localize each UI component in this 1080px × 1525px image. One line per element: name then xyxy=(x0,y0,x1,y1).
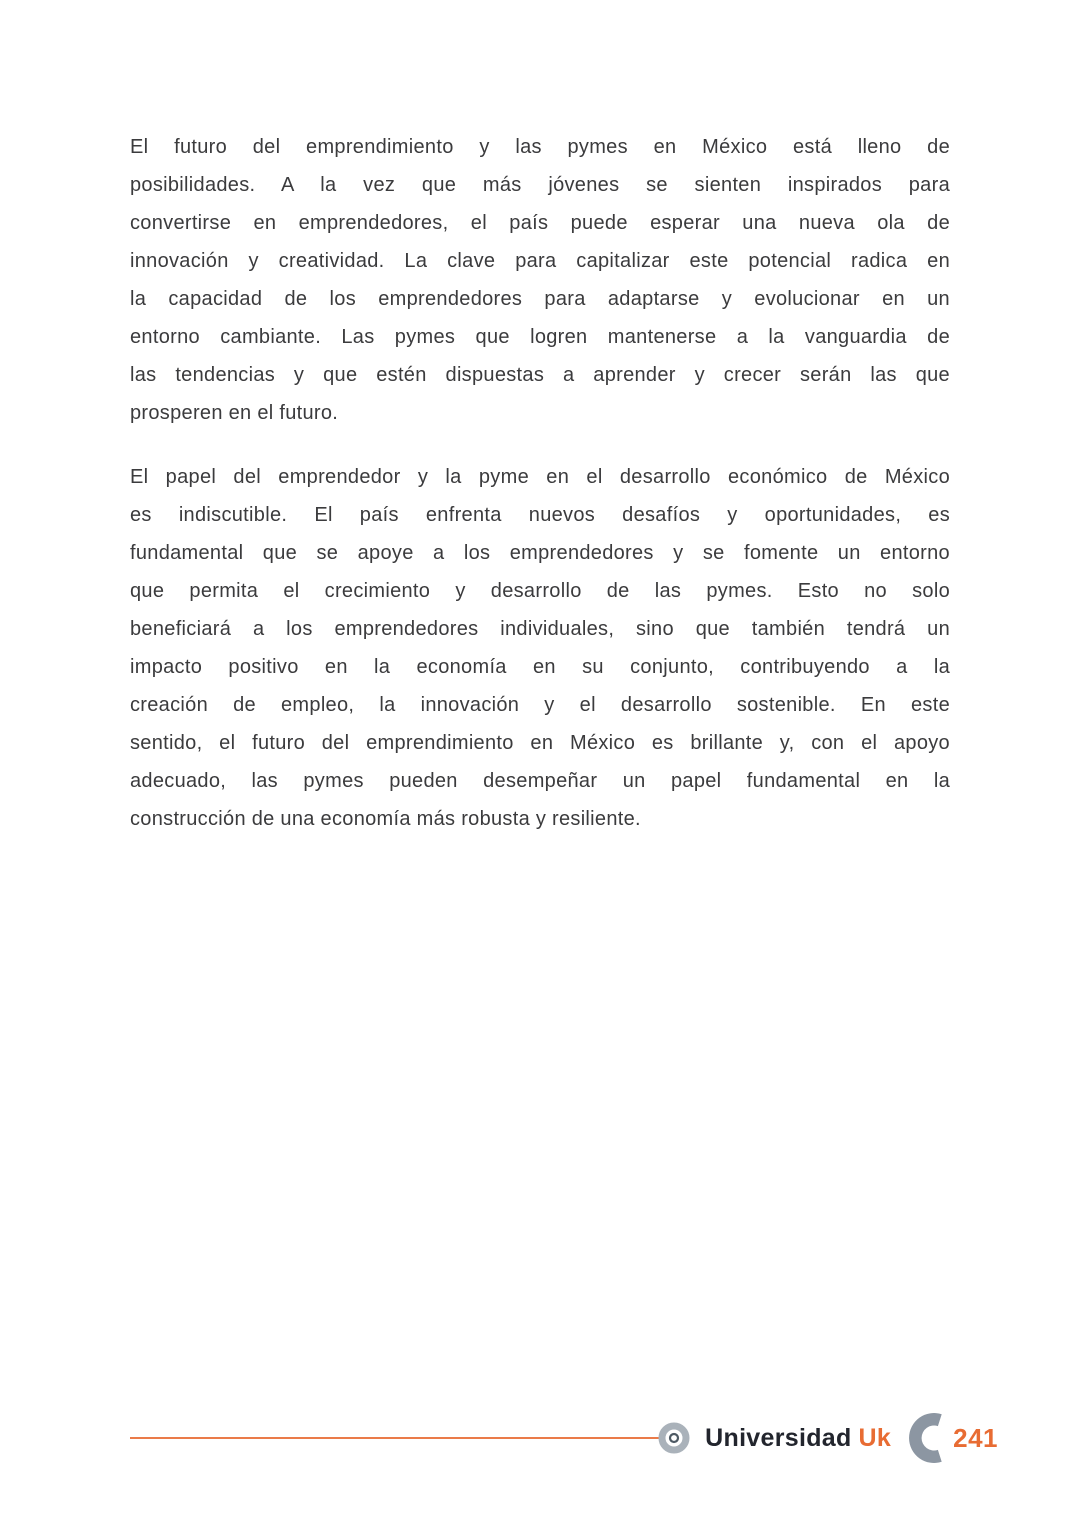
text-line: posibilidades. A la vez que más jóvenes se sienten inspirados para xyxy=(130,174,950,196)
text-line: las tendencias y que estén dispuestas a aprender y crecer serán las que xyxy=(130,364,950,386)
page-number: 241 xyxy=(953,1422,998,1453)
footer-rule xyxy=(130,1437,659,1439)
text-line: creación de empleo, la innovación y el desarrollo sostenible. En este xyxy=(130,694,950,716)
text-line: que permita el crecimiento y desarrollo de las pymes. Esto no solo xyxy=(130,580,950,602)
brand-logo xyxy=(705,1424,891,1453)
text-line: innovación y creatividad. La clave para capitalizar este potencial radica en xyxy=(130,250,950,272)
crescent-icon xyxy=(908,1411,944,1465)
text-line: es indiscutible. El país enfrenta nuevos desafíos y oportunidades, es xyxy=(130,504,950,526)
text-line: El futuro del emprendimiento y las pymes en México está lleno de xyxy=(130,136,950,158)
text-line: construcción de una economía más robusta y resiliente. xyxy=(130,808,641,830)
target-icon xyxy=(658,1422,690,1454)
text-line: prosperen en el futuro. xyxy=(130,402,339,424)
text-line: entorno cambiante. Las pymes que logren mantenerse a la vanguardia de xyxy=(130,326,950,348)
text-line: fundamental que se apoye a los emprendedores y se fomente un entorno xyxy=(130,542,950,564)
brand-suffix: Uk xyxy=(858,1423,892,1452)
text-line: El papel del emprendedor y la pyme en el desarrollo económico de México xyxy=(130,466,950,488)
text-line: convertirse en emprendedores, el país puede esperar una nueva ola de xyxy=(130,212,950,234)
paragraph xyxy=(130,128,950,432)
brand-name: Universidad xyxy=(705,1423,852,1452)
text-line: impacto positivo en la economía en su conjunto, contribuyendo a la xyxy=(130,656,950,678)
text-line: sentido, el futuro del emprendimiento en México es brillante y, con el apoyo xyxy=(130,732,950,754)
paragraph xyxy=(130,458,950,838)
page-footer xyxy=(130,1410,998,1466)
text-line: beneficiará a los emprendedores individuales, sino que también tendrá un xyxy=(130,618,950,640)
page-content xyxy=(130,128,950,864)
text-line: adecuado, las pymes pueden desempeñar un papel fundamental en la xyxy=(130,770,950,792)
text-line: la capacidad de los emprendedores para adaptarse y evolucionar en un xyxy=(130,288,950,310)
